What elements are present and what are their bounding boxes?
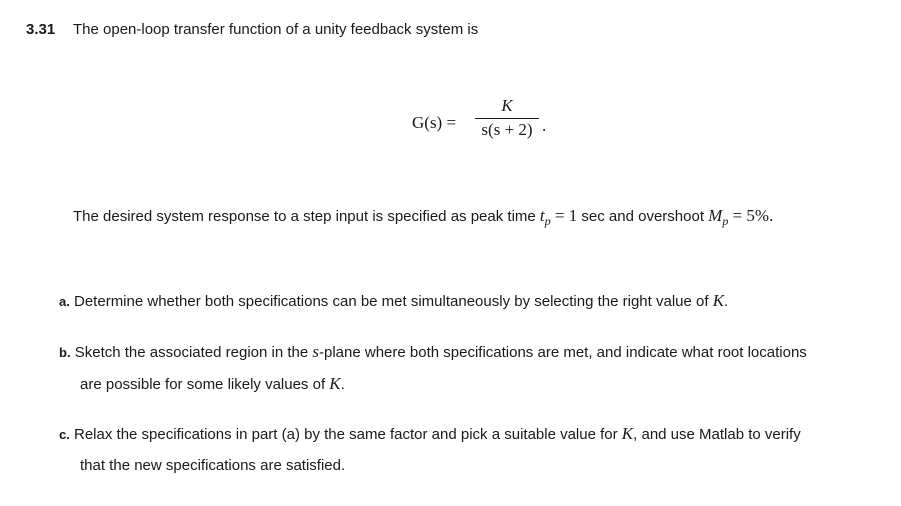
fraction-bar: [475, 118, 539, 119]
part-c-text2: , and use Matlab to verify: [633, 426, 801, 443]
part-b-line2: [80, 374, 345, 394]
part-b-label: b.: [59, 345, 71, 360]
spec-mid-text: sec and overshoot: [577, 208, 709, 225]
part-c-line2: that the new specifications are satisfied.: [80, 457, 346, 474]
equation-lhs: G(s) =: [412, 113, 457, 132]
transfer-function-equation: [412, 96, 572, 156]
tp-symbol: t: [539, 206, 545, 225]
part-a-text: Determine whether both specifications can be met simultaneously by selecting the right value of: [69, 293, 713, 310]
equation-denominator: s(s + 2): [481, 120, 533, 139]
mp-value: = 5%.: [728, 206, 774, 225]
spec-text-before: The desired system response to a step input is specified as peak time: [73, 208, 540, 225]
part-c: [59, 424, 801, 444]
equation-numerator: K: [501, 96, 513, 115]
part-a-var: K: [712, 291, 725, 310]
problem-number: 3.31: [26, 21, 56, 38]
part-c-label: c.: [59, 427, 70, 442]
part-b-text1: Sketch the associated region in the: [70, 344, 313, 361]
equation-period: .: [542, 116, 547, 135]
part-a-end: .: [724, 293, 729, 310]
tp-value: = 1: [550, 206, 578, 225]
problem-intro: The open-loop transfer function of a unity feedback system is: [73, 21, 479, 38]
part-a: [59, 291, 728, 311]
part-a-label: a.: [59, 294, 70, 309]
part-b-s-var: s: [312, 342, 320, 361]
specification-line: [73, 206, 773, 226]
part-b-end: .: [340, 376, 345, 393]
equation-fraction: [475, 96, 539, 140]
mp-symbol: M: [708, 206, 723, 225]
tp-subscript: p: [544, 214, 551, 228]
part-c-var: K: [621, 424, 634, 443]
part-c-text1: Relax the specifications in part (a) by the same factor and pick a suitable value for: [69, 426, 622, 443]
part-b-var: K: [329, 374, 341, 393]
part-b-text2: -plane where both specifications are met, and indicate what root locations: [319, 344, 807, 361]
part-b: [59, 342, 807, 362]
mp-subscript: p: [722, 214, 729, 228]
part-b-line2-text: are possible for some likely values of: [80, 376, 330, 393]
